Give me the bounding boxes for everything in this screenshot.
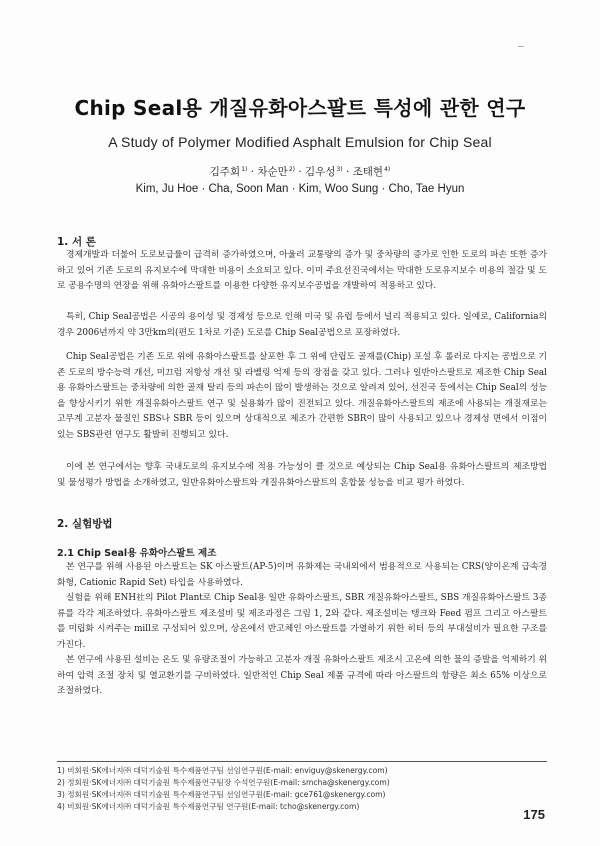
paper-subtitle: A Study of Polymer Modified Asphalt Emulsion for Chip Seal xyxy=(108,134,492,150)
footnote: 4) 비회원·SK에너지㈜ 대덕기술원 특수제품연구팀 연구원(E-mail: tcho@skenergy.com) xyxy=(57,802,360,811)
methods-paragraph-1: 본 연구를 위해 사용된 아스팔트는 SK 아스팔트(AP-5)이며 유화제는 국내외에서 범용적으로 사용되는 CRS(양이온계 급속경화형, Cationic Rapid Set) 타입을 사용하였다. xyxy=(57,562,547,588)
author-separator: · xyxy=(294,166,305,178)
footnote: 1) 비회원·SK에너지㈜ 대덕기술원 특수제품연구팀 선임연구원(E-mail: enviguy@skenergy.com) xyxy=(57,766,388,775)
author-affiliation-mark: 2) xyxy=(288,165,295,173)
footnotes xyxy=(57,765,547,813)
author-name: 김우성 xyxy=(305,166,336,178)
section-heading-introduction: 1. 서 론 xyxy=(57,236,96,248)
section-heading-methods: 2. 실험방법 xyxy=(57,518,113,530)
intro-paragraph-3: Chip Seal공법은 기존 도로 위에 유화아스팔트를 살포한 후 그 위에 단립도 골재를(Chip) 포설 후 롤러로 다지는 공법으로 기존 도로의 방수능력 개선, 미끄럼 저항성 개선 및 라벨링 억제 등의 장점을 갖고 있다. 그러나 일반아스팔트로 제조한 Chip Seal용 유화아스팔트는 중차량에 의한 골재 탈리 등의 파손이 많이 발생하는 것으로 알려져 있어, 선진국 등에서는 Chip Seal의 성능을 향상시키기 위한 개질유화아스팔트 연구 및 실용화가 많이 진전되고 있다. 개질유화아스팔트의 제조에 사용되는 개질재로는 고무계 고분자 물질인 SBS나 SBR 등이 있으며 상대적으로 제조가 간편한 SBR이 많이 사용되고 있으나 경제성 면에서 이점이 있는 SBS관련 연구도 활발히 진행되고 있다. xyxy=(57,352,547,440)
authors-english: Kim, Ju Hoe · Cha, Soon Man · Kim, Woo Sung · Cho, Tae Hyun xyxy=(135,183,465,195)
intro-paragraph-1: 경제개발과 더불어 도로보급률이 급격히 증가하였으며, 아울러 교통량의 증가 및 중차량의 증가로 인한 도로의 파손 또한 증가하고 있어 기존 도로의 유지보수에 막대한 비용이 소요되고 있다. 이미 주요선진국에서는 막대한 도로유지보수 비용의 절감 및 도로 공용수명의 연장을 위해 유화아스팔트를 이용한 다양한 유지보수공법을 개발하여 적용하고 있다. xyxy=(57,250,547,292)
paper-title: Chip Seal용 개질유화아스팔트 특성에 관한 연구 xyxy=(74,96,526,120)
author-name: 김주회 xyxy=(209,166,241,178)
author-affiliation-mark: 3) xyxy=(336,165,343,173)
footnote: 3) 정회원·SK에너지㈜ 대덕기술원 특수제품연구팀 선임연구원(E-mail: gce761@skenergy.com) xyxy=(57,790,386,799)
subsection-heading: 2.1 Chip Seal용 유화아스팔트 제조 xyxy=(57,548,217,559)
author-separator: · xyxy=(247,166,258,178)
methods-paragraph-3: 본 연구에 사용된 설비는 온도 및 유량조절이 가능하고 고분자 개질 유화아스팔트 제조시 고온에 의한 물의 증발을 억제하기 위하여 압력 조절 장치 및 열교환기를 구비하였다. 일반적인 Chip Seal 제품 규격에 따라 아스팔트의 함량은 최소 65% 이상으로 조절하였다. xyxy=(57,655,547,697)
methods-paragraph-2: 실험을 위해 ENH社의 Pilot Plant로 Chip Seal용 일반 유화아스팔트, SBR 개질유화아스팔트, SBS 개질유화아스팔트 3종류를 각각 제조하였다. 유화아스팔트 제조설비 및 제조과정은 그림 1, 2와 같다. 제조설비는 탱크와 Feed 펌프 그리고 아스팔트를 미립화 시켜주는 mill로 구성되어 있으며, 상온에서 반고체인 아스팔트를 가열하기 위한 히터 등의 부대설비가 필요한 구조를 가진다. xyxy=(57,593,547,650)
intro-paragraph-2: 특히, Chip Seal공법은 시공의 용이성 및 경제성 등으로 인해 미국 및 유럽 등에서 널리 적용되고 있다. 일예로, California의 경우 2006년까지 약 3만km의(편도 1차로 기준) 도로를 Chip Seal공법으로 포장하였다. xyxy=(57,312,547,338)
footnote-divider xyxy=(57,761,547,762)
author-separator: · xyxy=(342,166,353,178)
authors-korean xyxy=(0,164,600,179)
page-number: 175 xyxy=(523,807,545,822)
footnote: 2) 정회원·SK에너지㈜ 대덕기술원 특수제품연구팀장 수석연구원(E-mail: smcha@skenergy.com) xyxy=(57,778,390,787)
author-affiliation-mark: 4) xyxy=(384,165,391,173)
author-name: 조태현 xyxy=(352,166,384,178)
author-affiliation-mark: 1) xyxy=(241,165,248,173)
author-name: 차순만 xyxy=(257,166,288,178)
intro-paragraph-4: 이에 본 연구에서는 향후 국내도로의 유지보수에 적용 가능성이 클 것으로 예상되는 Chip Seal용 유화아스팔트의 제조방법 및 물성평가 방법을 소개하였고, 일반유화아스팔트와 개질유화아스팔트의 혼합물 성능을 비교 평가 하였다. xyxy=(57,462,547,488)
scan-mark xyxy=(518,46,524,47)
